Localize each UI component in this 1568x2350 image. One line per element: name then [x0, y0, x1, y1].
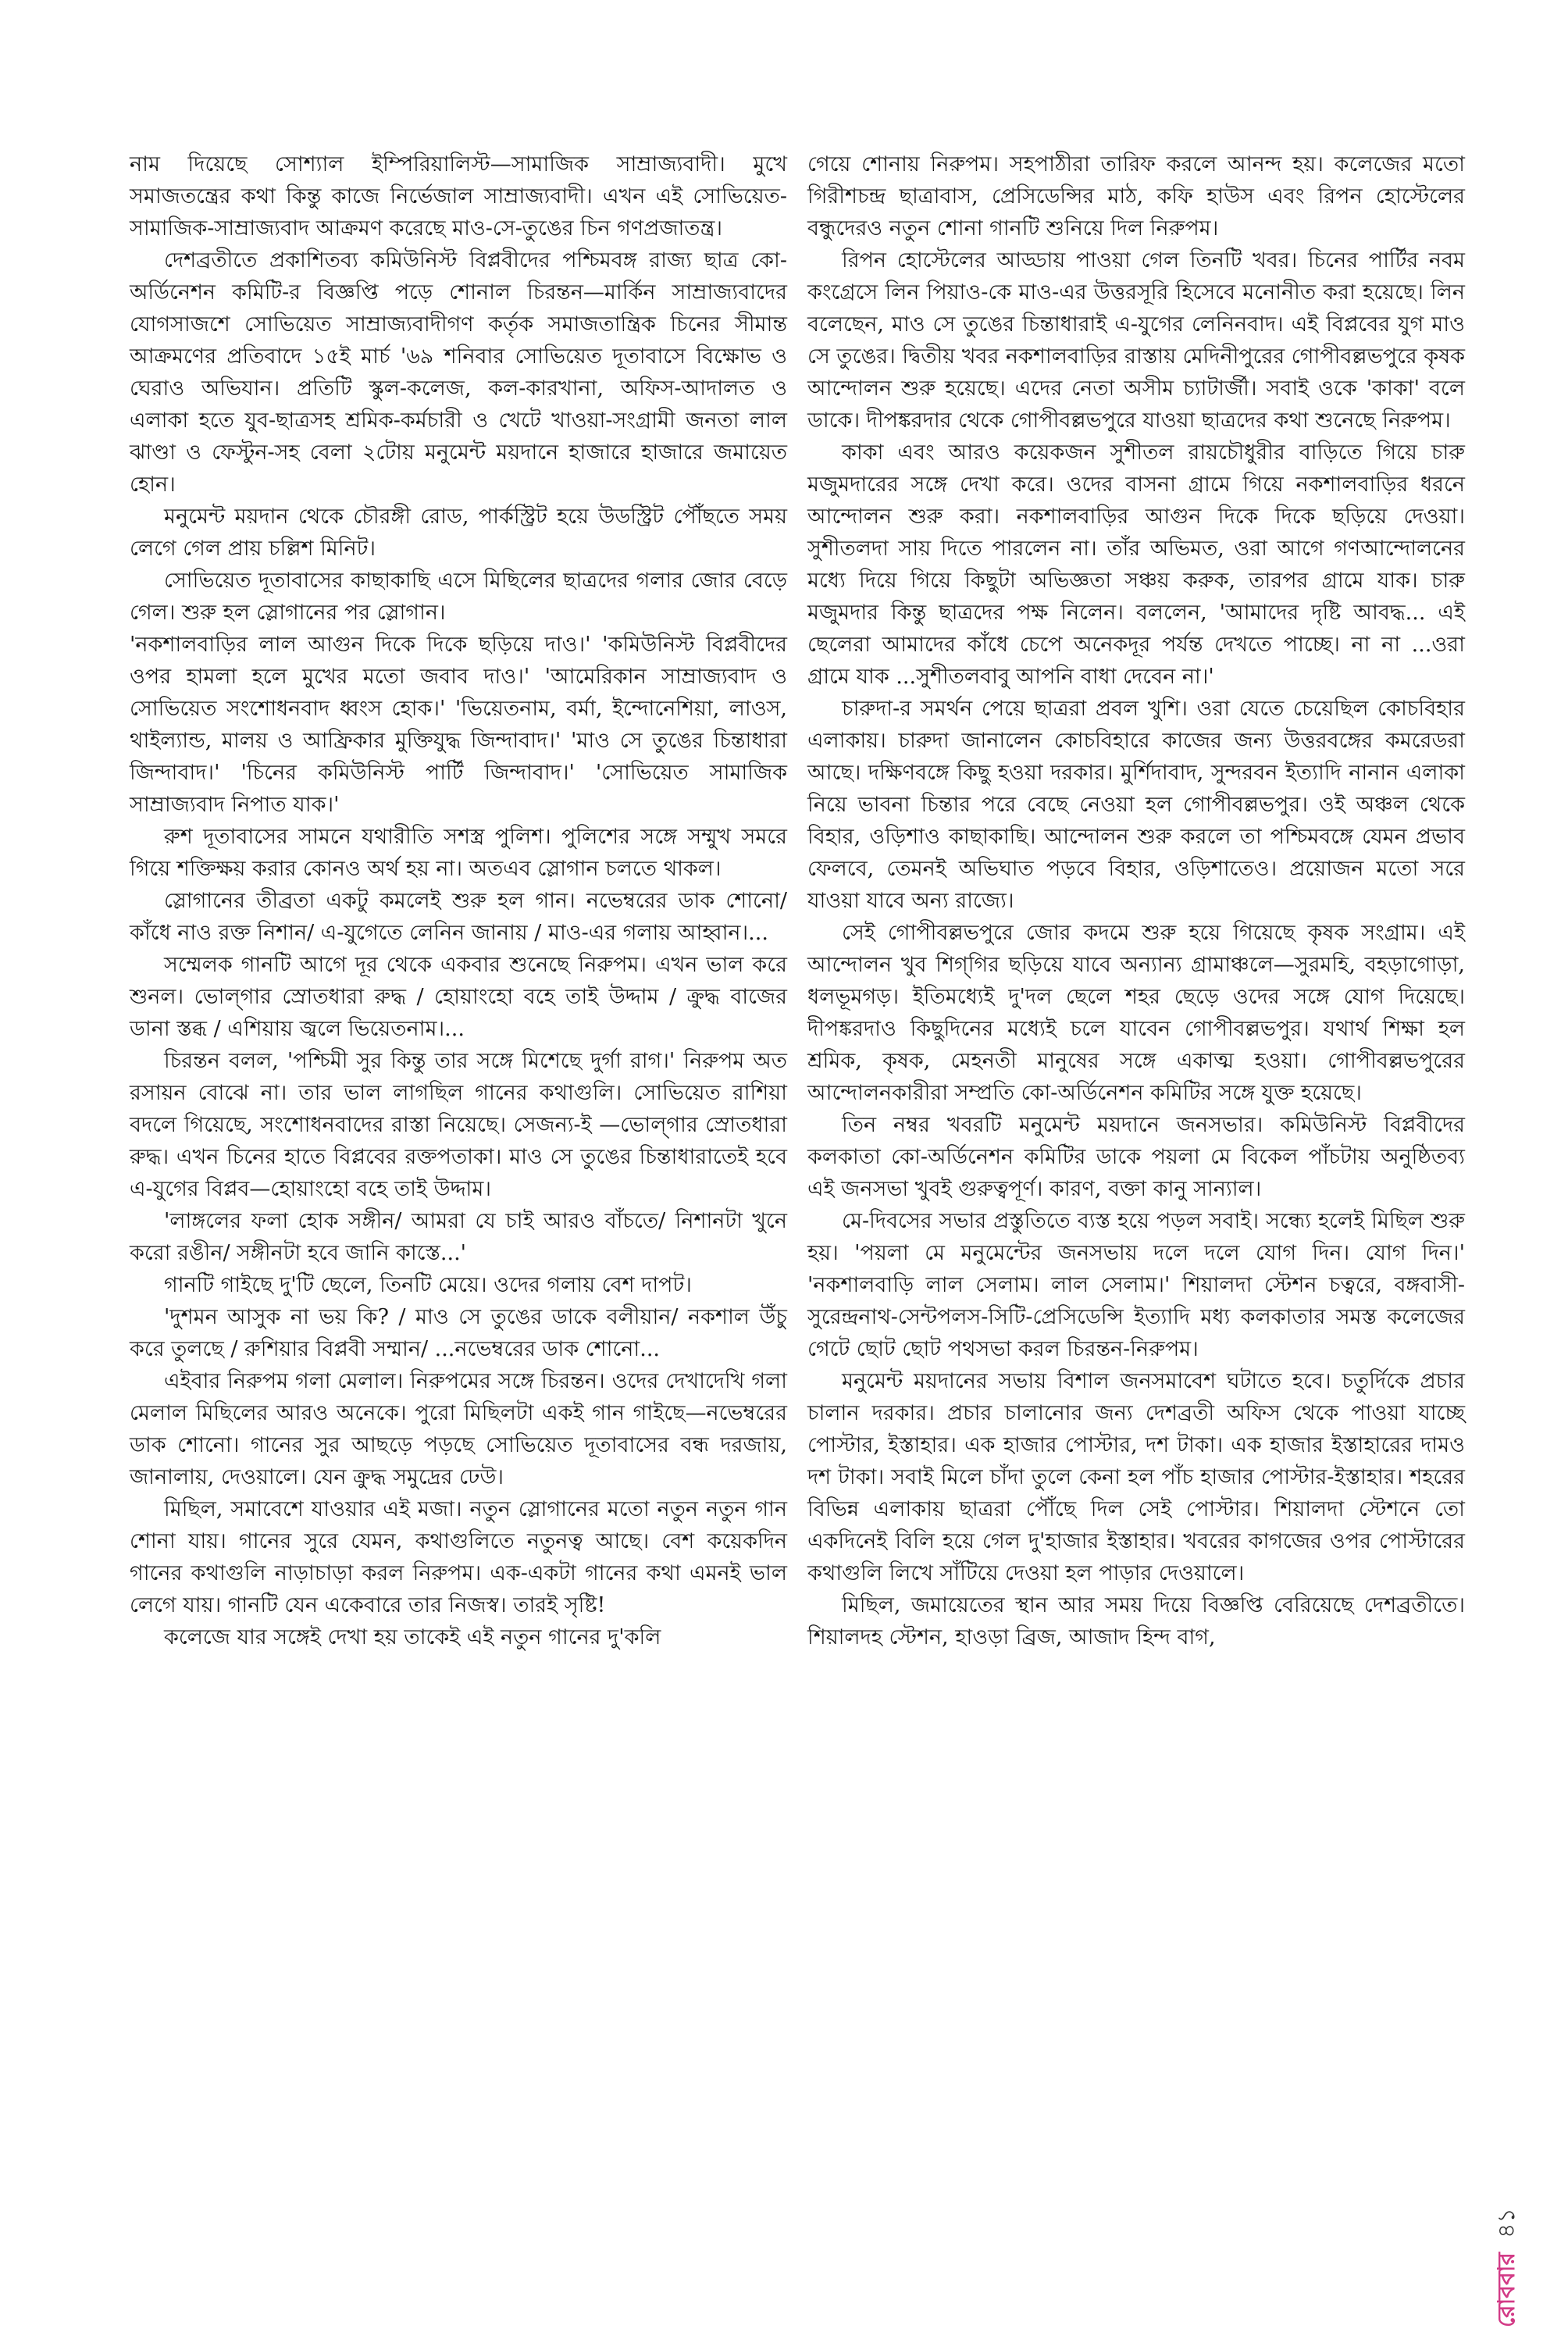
paragraph: নাম দিয়েছে সোশ্যাল ইম্পিরিয়ালিস্ট—সামাজিক সাম্রাজ্যবাদী। মুখে সমাজতন্ত্রের কথা কিন্তু কাজে নির্ভেজাল সাম্রাজ্যবাদী। এখন এই সোভিয়েত-সামাজিক-সাম্রাজ্যবাদ আক্রমণ করেছে মাও-সে-তুঙের চিন গণপ্রজাতন্ত্র। [130, 152, 787, 241]
paragraph: তিন নম্বর খবরটি মনুমেন্ট ময়দানে জনসভার। কমিউনিস্ট বিপ্লবীদের কলকাতা কো-অর্ডিনেশন কমিটির ডাকে পয়লা মে বিকেল পাঁচটায় অনুষ্ঠিতব্য এই জনসভা খুবই গুরুত্বপূর্ণ। কারণ, বক্তা কানু সান্যাল। [807, 1113, 1465, 1201]
paragraph: কলেজে যার সঙ্গেই দেখা হয় তাকেই এই নতুন গানের দু'কলি [164, 1625, 661, 1649]
paragraph: দেশব্রতীতে প্রকাশিতব্য কমিউনিস্ট বিপ্লবীদের পশ্চিমবঙ্গ রাজ্য ছাত্র কো-অর্ডিনেশন কমিটি-র বিজ্ঞপ্তি পড়ে শোনাল চিরন্তন—মার্কিন সাম্রাজ্যবাদের যোগসাজশে সোভিয়েত সাম্রাজ্যবাদীগণ কর্তৃক সমাজতান্ত্রিক চিনের সীমান্ত আক্রমণের প্রতিবাদে ১৫ই মার্চ '৬৯ শনিবার সোভিয়েত দূতাবাসে বিক্ষোভ ও ঘেরাও অভিযান। প্রতিটি স্কুল-কলেজ, কল-কারখানা, অফিস-আদালত ও এলাকা হতে যুব-ছাত্রসহ শ্রমিক-কর্মচারী ও খেটে খাওয়া-সংগ্রামী জনতা লাল ঝাণ্ডা ও ফেস্টুন-সহ বেলা ২টোয় মনুমেন্ট ময়দানে হাজারে হাজারে জমায়েত হোন। [130, 248, 787, 497]
footer-brand [1484, 2140, 1531, 2327]
page-footer [1484, 2140, 1531, 2327]
paragraph: সোভিয়েত দূতাবাসের কাছাকাছি এসে মিছিলের ছাত্রদের গলার জোর বেড়ে গেল। শুরু হল স্লোগানের পর স্লোগান। [130, 569, 787, 625]
paragraph: চিরন্তন বলল, 'পশ্চিমী সুর কিন্তু তার সঙ্গে মিশেছে দুর্গা রাগ।' নিরুপম অত রসায়ন বোঝে না। তার ভাল লাগছিল গানের কথাগুলি। সোভিয়েত রাশিয়া বদলে গিয়েছে, সংশোধনবাদের রাস্তা নিয়েছে। সেজন্য-ই —ভোল্‌গার স্রোতধারা রুদ্ধ। এখন চিনের হাতে বিপ্লবের রক্তপতাকা। মাও সে তুঙের চিন্তাধারাতেই হবে এ-যুগের বিপ্লব—হোয়াংহো বহে তাই উদ্দাম। [130, 1049, 787, 1201]
paragraph: স্লোগানের তীব্রতা একটু কমলেই শুরু হল গান। নভেম্বরের ডাক শোনো/ কাঁধে নাও রক্ত নিশান/ এ-যুগেতে লেনিন জানায় / মাও-এর গলায় আহ্বান।... [130, 889, 787, 945]
paragraph: 'দুশমন আসুক না ভয় কি? / মাও সে তুঙের ডাকে বলীয়ান/ নকশাল উঁচু করে তুলছে / রুশিয়ার বিপ্লবী সম্মান/ ...নভেম্বরের ডাক শোনো... [130, 1305, 787, 1361]
paragraph: রিপন হোস্টেলের আড্ডায় পাওয়া গেল তিনটি খবর। চিনের পার্টির নবম কংগ্রেসে লিন পিয়াও-কে মাও-এর উত্তরসূরি হিসেবে মনোনীত করা হয়েছে। লিন বলেছেন, মাও সে তুঙের চিন্তাধারাই এ-যুগের লেনিনবাদ। এই বিপ্লবের যুগ মাও সে তুঙের। দ্বিতীয় খবর নকশালবাড়ির রাস্তায় মেদিনীপুরের গোপীবল্লভপুরে কৃষক আন্দোলন শুরু হয়েছে। এদের নেতা অসীম চ্যাটার্জী। সবাই ওকে 'কাকা' বলে ডাকে। দীপঙ্করদার থেকে গোপীবল্লভপুরে যাওয়া ছাত্রদের কথা শুনেছে নিরুপম। [807, 248, 1465, 433]
paragraph: মনুমেন্ট ময়দানের সভায় বিশাল জনসমাবেশ ঘটাতে হবে। চতুর্দিকে প্রচার চালান দরকার। প্রচার চালানোর জন্য দেশব্রতী অফিস থেকে পাওয়া যাচ্ছে পোস্টার, ইস্তাহার। এক হাজার পোস্টার, দশ টাকা। এক হাজার ইস্তাহারের দামও দশ টাকা। সবাই মিলে চাঁদা তুলে কেনা হল পাঁচ হাজার পোস্টার-ইস্তাহার। শহরের বিভিন্ন এলাকায় ছাত্ররা পৌঁছে দিল সেই পোস্টার। শিয়ালদা স্টেশনে তো একদিনেই বিলি হয়ে গেল দু'হাজার ইস্তাহার। খবরের কাগজের ওপর পোস্টারের কথাগুলি লিখে সাঁটিয়ে দেওয়া হল পাড়ার দেওয়ালে। [807, 1369, 1465, 1585]
paragraph: গানটি গাইছে দু'টি ছেলে, তিনটি মেয়ে। ওদের গলায় বেশ দাপট। [164, 1273, 692, 1297]
paragraph: মে-দিবসের সভার প্রস্তুতিতে ব্যস্ত হয়ে পড়ল সবাই। সন্ধ্যে হলেই মিছিল শুরু হয়। 'পয়লা মে মনুমেন্টের জনসভায় দলে দলে যোগ দিন। যোগ দিন।' 'নকশালবাড়ি লাল সেলাম। লাল সেলাম।' শিয়ালদা স্টেশন চত্বরে, বঙ্গবাসী-সুরেন্দ্রনাথ-সেন্টপলস-সিটি-প্রেসিডেন্সি ইত্যাদি মধ্য কলকাতার সমস্ত কলেজের গেটে ছোট ছোট পথসভা করল চিরন্তন-নিরুপম। [807, 1209, 1465, 1361]
paragraph: মিছিল, সমাবেশে যাওয়ার এই মজা। নতুন স্লোগানের মতো নতুন নতুন গান শোনা যায়। গানের সুরে যেমন, কথাগুলিতে নতুনত্ব আছে। বেশ কয়েকদিন গানের কথাগুলি নাড়াচাড়া করল নিরুপম। এক-একটা গানের কথা এমনই ভাল লেগে যায়। গানটি যেন একেবারে তার নিজস্ব। তারই সৃষ্টি! [130, 1497, 787, 1617]
left-text-column [130, 148, 787, 1653]
paragraph: সেই গোপীবল্লভপুরে জোর কদমে শুরু হয়ে গিয়েছে কৃষক সংগ্রাম। এই আন্দোলন খুব শিগ্‌গির ছড়িয়ে যাবে অন্যান্য গ্রামাঞ্চলে—সুরমহি, বহড়াগোড়া, ধলভূমগড়। ইতিমধ্যেই দু'দল ছেলে শহর ছেড়ে ওদের সঙ্গে যোগ দিয়েছে। দীপঙ্করদাও কিছুদিনের মধ্যেই চলে যাবেন গোপীবল্লভপুর। যথার্থ শিক্ষা হল শ্রমিক, কৃষক, মেহনতী মানুষের সঙ্গে একাত্ম হওয়া। গোপীবল্লভপুরের আন্দোলনকারীরা সম্প্রতি কো-অর্ডিনেশন কমিটির সঙ্গে যুক্ত হয়েছে। [807, 921, 1465, 1105]
paragraph: এইবার নিরুপম গলা মেলাল। নিরুপমের সঙ্গে চিরন্তন। ওদের দেখাদেখি গলা মেলাল মিছিলের আরও অনেকে। পুরো মিছিলটা একই গান গাইছে—নভেম্বরের ডাক শোনো। গানের সুর আছড়ে পড়ছে সোভিয়েত দূতাবাসের বন্ধ দরজায়, জানালায়, দেওয়ালে। যেন ক্রুদ্ধ সমুদ্রের ঢেউ। [130, 1369, 787, 1489]
right-text-column [807, 148, 1465, 1653]
paragraph: মনুমেন্ট ময়দান থেকে চৌরঙ্গী রোড, পার্কস্ট্রিট হয়ে উডস্ট্রিট পৌঁছতে সময় লেগে গেল প্রায় চল্লিশ মিনিট। [130, 505, 787, 561]
paragraph: মিছিল, জমায়েতের স্থান আর সময় দিয়ে বিজ্ঞপ্তি বেরিয়েছে দেশব্রতীতে। শিয়ালদহ স্টেশন, হাওড়া ব্রিজ, আজাদ হিন্দ বাগ, [807, 1593, 1465, 1649]
paragraph: চারুদা-র সমর্থন পেয়ে ছাত্ররা প্রবল খুশি। ওরা যেতে চেয়েছিল কোচবিহার এলাকায়। চারুদা জানালেন কোচবিহারে কাজের জন্য উত্তরবঙ্গের কমরেডরা আছে। দক্ষিণবঙ্গে কিছু হওয়া দরকার। মুর্শিদাবাদ, সুন্দরবন ইত্যাদি নানান এলাকা নিয়ে ভাবনা চিন্তার পরে বেছে নেওয়া হল গোপীবল্লভপুর। ওই অঞ্চল থেকে বিহার, ওড়িশাও কাছাকাছি। আন্দোলন শুরু করলে তা পশ্চিমবঙ্গে যেমন প্রভাব ফেলবে, তেমনই অভিঘাত পড়বে বিহার, ওড়িশাতেও। প্রয়োজন মতো সরে যাওয়া যাবে অন্য রাজ্যে। [807, 697, 1465, 913]
paragraph: সম্মেলক গানটি আগে দূর থেকে একবার শুনেছে নিরুপম। এখন ভাল করে শুনল। ভোল্‌গার স্রোতধারা রুদ্ধ / হোয়াংহো বহে তাই উদ্দাম / ক্রুদ্ধ বাজের ডানা স্তব্ধ / এশিয়ায় জ্বলে ভিয়েতনাম।... [130, 953, 787, 1041]
paragraph: রুশ দূতাবাসের সামনে যথারীতি সশস্ত্র পুলিশ। পুলিশের সঙ্গে সম্মুখ সমরে গিয়ে শক্তিক্ষয় করার কোনও অর্থ হয় না। অতএব স্লোগান চলতে থাকল। [130, 825, 787, 881]
paragraph: 'লাঙ্গলের ফলা হোক সঙ্গীন/ আমরা যে চাই আরও বাঁচতে/ নিশানটা খুনে করো রঙীন/ সঙ্গীনটা হবে জানি কাস্তে...' [130, 1209, 787, 1265]
magazine-name: রোববার [1492, 2252, 1520, 2327]
paragraph: কাকা এবং আরও কয়েকজন সুশীতল রায়চৌধুরীর বাড়িতে গিয়ে চারু মজুমদারের সঙ্গে দেখা করে। ওদের বাসনা গ্রামে গিয়ে নকশালবাড়ির ধরনে আন্দোলন শুরু করা। নকশালবাড়ির আগুন দিকে দিকে ছড়িয়ে দেওয়া। সুশীতলদা সায় দিতে পারলেন না। তাঁর অভিমত, ওরা আগে গণআন্দোলনের মধ্যে দিয়ে গিয়ে কিছুটা অভিজ্ঞতা সঞ্চয় করুক, তারপর গ্রামে যাক। চারু মজুমদার কিন্তু ছাত্রদের পক্ষ নিলেন। বললেন, 'আমাদের দৃষ্টি আবদ্ধ... এই ছেলেরা আমাদের কাঁধে চেপে অনেকদূর পর্যন্ত দেখতে পাচ্ছে। না না ...ওরা গ্রামে যাক ...সুশীতলবাবু আপনি বাধা দেবেন না।' [807, 440, 1465, 689]
paragraph: গেয়ে শোনায় নিরুপম। সহপাঠীরা তারিফ করলে আনন্দ হয়। কলেজের মতো গিরীশচন্দ্র ছাত্রাবাস, প্রেসিডেন্সির মাঠ, কফি হাউস এবং রিপন হোস্টেলের বন্ধুদেরও নতুন শোনা গানটি শুনিয়ে দিল নিরুপম। [807, 152, 1465, 241]
paragraph: 'নকশালবাড়ির লাল আগুন দিকে দিকে ছড়িয়ে দাও।' 'কমিউনিস্ট বিপ্লবীদের ওপর হামলা হলে মুখের মতো জবাব দাও।' 'আমেরিকান সাম্রাজ্যবাদ ও সোভিয়েত সংশোধনবাদ ধ্বংস হোক।' 'ভিয়েতনাম, বর্মা, ইন্দোনেশিয়া, লাওস, থাইল্যান্ড, মালয় ও আফ্রিকার মুক্তিযুদ্ধ জিন্দাবাদ।' 'মাও সে তুঙের চিন্তাধারা জিন্দাবাদ।' 'চিনের কমিউনিস্ট পার্টি জিন্দাবাদ।' 'সোভিয়েত সামাজিক সাম্রাজ্যবাদ নিপাত যাক।' [130, 633, 787, 817]
page-number: ৪১ [1492, 2208, 1520, 2239]
